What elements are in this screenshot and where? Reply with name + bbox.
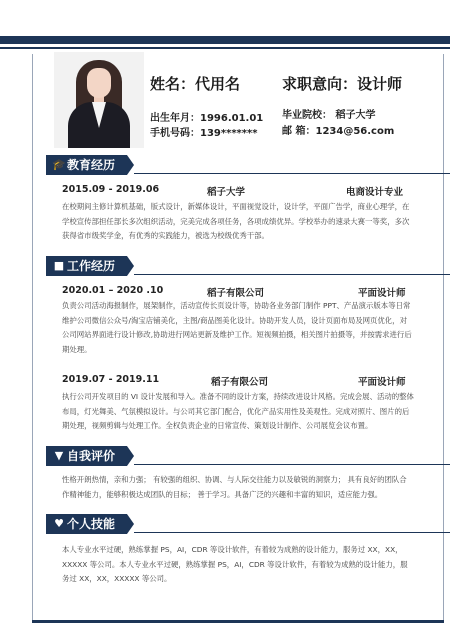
work-description: 负责公司活动海报制作，展架制作，活动宣传长页设计等，协助各业务部门制作 PPT、产品演示版本等日常维护公司微信公众号/淘宝店铺美化，主图/商品图美化设计。协助开发人员，设计页面布局及网页优化，对公司网站界面进行设计修改,协助进行网站更新及维护工作。短视频拍摄，相关图片拍摄等，并按需求进行后期处理。	[62, 301, 412, 354]
work-description: 执行公司开发项目的 VI 设计发展和导入。准备不同的设计方案，持续改进设计风格。完成会展、活动的整体布局，灯光舞美、气氛模拟设计。与公司其它部门配合，优化产品实用性及美观性。完成对照片、图片的后期处理，视频剪辑与处理工作。全权负责企业的日常宣传、策划设计制作、公司展览会议布置。	[62, 392, 414, 431]
bookmark-icon: ▼	[54, 449, 64, 462]
work-date: 2020.01 – 2020 .10	[62, 285, 164, 296]
footer-bar	[32, 620, 444, 623]
candidate-name: 姓名：代用名	[150, 75, 241, 93]
graduation-cap-icon: 🎓	[52, 158, 66, 171]
email-address: 邮 箱：1234@56.com	[282, 126, 395, 137]
work-company: 稻子有限公司	[211, 377, 269, 388]
edu-date: 2015.09 - 2019.06	[62, 184, 160, 195]
graduated-school: 毕业院校： 稻子大学	[282, 110, 376, 121]
briefcase-icon: ■	[53, 259, 65, 272]
heart-icon: ♥	[54, 517, 64, 530]
self-evaluation-text: 性格开朗热情，亲和力强； 有较强的组织、协调、与人际交往能力以及敏锐的洞察力； 具有良好的团队合作精神能力，能够积极达成团队的目标； 善于学习。具备广泛的兴趣和丰富的知识，适应能力强。	[62, 475, 407, 499]
edu-school: 稻子大学	[207, 187, 246, 198]
work-role: 平面设计师	[358, 377, 406, 388]
edu-description: 在校期间主修计算机基础，版式设计，新媒体设计，平面视觉设计，设计学，平面广告学，商业心理学，在学校宣传部担任部长多次组织活动，完美完成各项任务，各项成绩优异。学校举办的速录大赛一等奖，多次获得省市级奖学金，有优秀的实践能力，被选为校级优秀干部。	[62, 202, 410, 241]
birth-date: 出生年月：1996.01.01	[150, 113, 264, 124]
skills-text: 本人专业水平过硬，熟练掌握 PS，AI，CDR 等设计软件，有着较为成熟的设计能力，服务过 XX，XX，XXXXX 等公司。本人专业水平过硬，熟练掌握 PS，AI，CDR 等设计软件，有着较为成熟的设计能力，服务过 XX，XX，XXXXX 等公司。	[62, 545, 408, 584]
left-border-line	[32, 54, 33, 620]
header-top-line	[0, 47, 450, 49]
phone-number: 手机号码：139*******	[150, 128, 258, 139]
work-date: 2019.07 - 2019.11	[62, 374, 160, 385]
work-company: 稻子有限公司	[207, 288, 265, 299]
section-title: 工作经历	[67, 259, 116, 273]
header-top-band	[0, 36, 450, 44]
section-title: 个人技能	[67, 517, 116, 531]
right-border-line	[443, 54, 444, 620]
section-title: 自我评价	[67, 449, 116, 463]
work-role: 平面设计师	[358, 288, 406, 299]
profile-photo	[54, 52, 144, 148]
section-title: 教育经历	[67, 158, 116, 172]
edu-major: 电商设计专业	[346, 187, 404, 198]
job-intent: 求职意向：设计师	[282, 75, 403, 93]
